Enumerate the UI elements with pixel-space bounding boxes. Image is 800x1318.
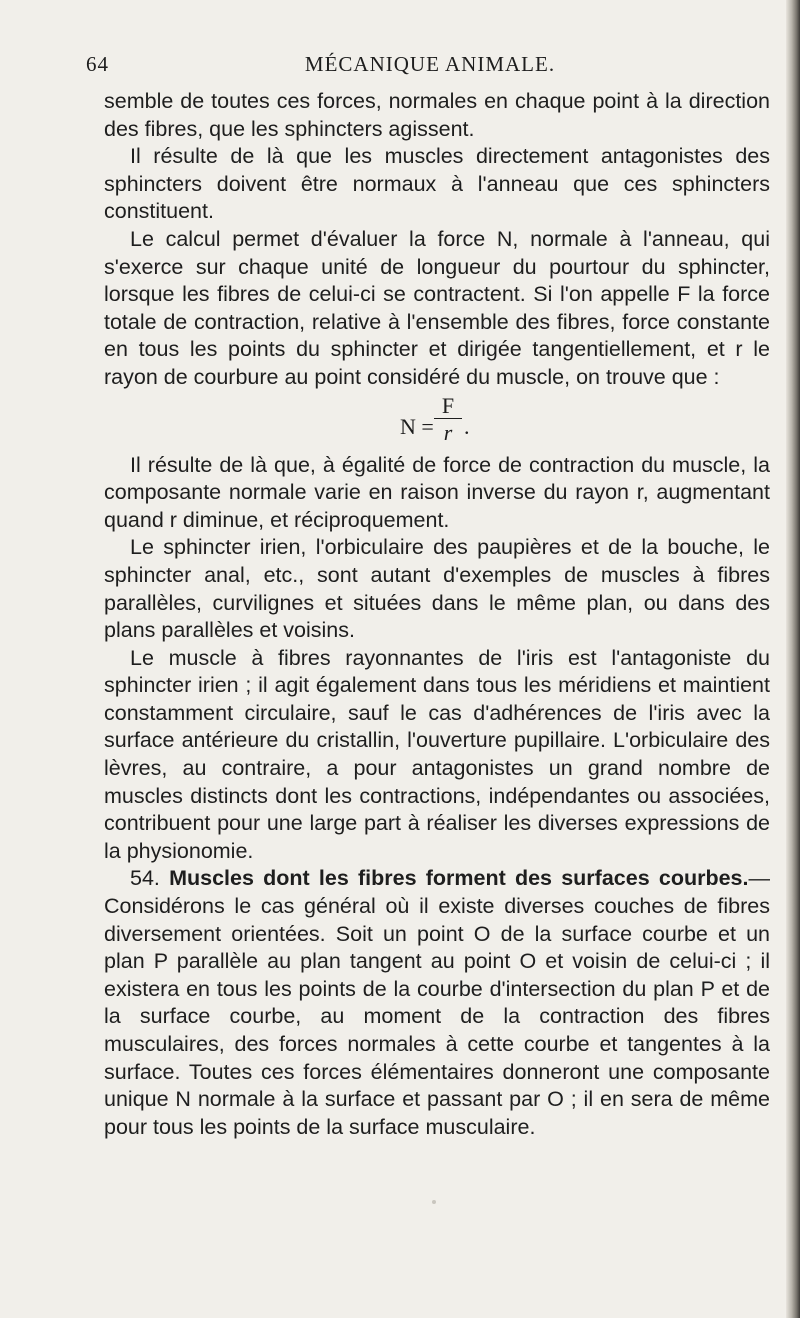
body-text (104, 88, 770, 1141)
section-paragraph (104, 865, 770, 1141)
page-number: 64 (86, 52, 109, 76)
page-header (86, 52, 774, 82)
paragraph-3: Le calcul permet d'évaluer la force N, normale à l'anneau, qui s'exerce sur chaque unité de longueur du pourtour du sphincter, lorsque les fibres de celui-ci se contractent. Si l'on appelle F la force totale de contraction, relative à l'ensemble des fibres, force constante en tous les points du sphincter et dirigée tangentiellement, et r le rayon de courbure au point considéré du muscle, on trouve que : (104, 226, 770, 389)
section-text: — Considérons le cas général où il existe diverses couches de fibres diversement orientées. Soit un point O de la surface courbe et un plan P parallèle au plan tangent au point O et voisin de celui-ci ; il existera en tous les points de la courbe d'intersection du plan P et de la surface courbe, au moment de la contraction des fibres musculaires, des forces normales à cette courbe et tangentes à la surface. Toutes ces forces élémentaires donneront une composante unique N normale à la surface et passant par O ; il en sera de même pour tous les points de la surface musculaire. (104, 866, 770, 1139)
formula-lhs: N = (400, 413, 434, 439)
paragraph-4: Il résulte de là que, à égalité de force de contraction du muscle, la composante normale varie en raison inverse du rayon r, augmentant quand r diminue, et réciproquement. (104, 452, 770, 532)
formula (104, 392, 770, 452)
formula-numerator: F (441, 392, 455, 418)
fraction-bar (434, 418, 462, 420)
formula-denominator: r (443, 420, 453, 446)
paragraph-1: semble de toutes ces forces, normales en chaque point à la direction des fibres, que les sphincters agissent. (104, 89, 770, 141)
formula-end: . (464, 413, 470, 439)
paragraph-5: Le sphincter irien, l'orbiculaire des paupières et de la bouche, le sphincter anal, etc., sont autant d'exemples de muscles à fibres parallèles, curvilignes et situées dans le même plan, ou dans des plans parallèles et voisins. (104, 535, 770, 643)
formula-fraction (434, 392, 462, 446)
section-number: 54. (130, 866, 160, 891)
running-title: MÉCANIQUE ANIMALE. (304, 52, 556, 76)
section-title: Muscles dont les fibres forment des surfaces courbes. (169, 866, 749, 891)
paper-speck (432, 1200, 436, 1204)
paragraph-2: Il résulte de là que les muscles directement antagonistes des sphincters doivent être normaux à l'anneau que ces sphincters constituent. (104, 144, 770, 224)
paragraph-6: Le muscle à fibres rayonnantes de l'iris est l'antagoniste du sphincter irien ; il agit également dans tous les méridiens et maintient constamment circulaire, sauf le cas d'adhérences de l'iris avec la surface antérieure du cristallin, l'ouverture pupillaire. L'orbiculaire des lèvres, au contraire, a pour antagonistes un grand nombre de muscles distincts dont les contractions, indépendantes ou associées, contribuent pour une large part à réaliser les diverses expressions de la physionomie. (104, 645, 770, 863)
binding-edge (786, 0, 800, 1318)
